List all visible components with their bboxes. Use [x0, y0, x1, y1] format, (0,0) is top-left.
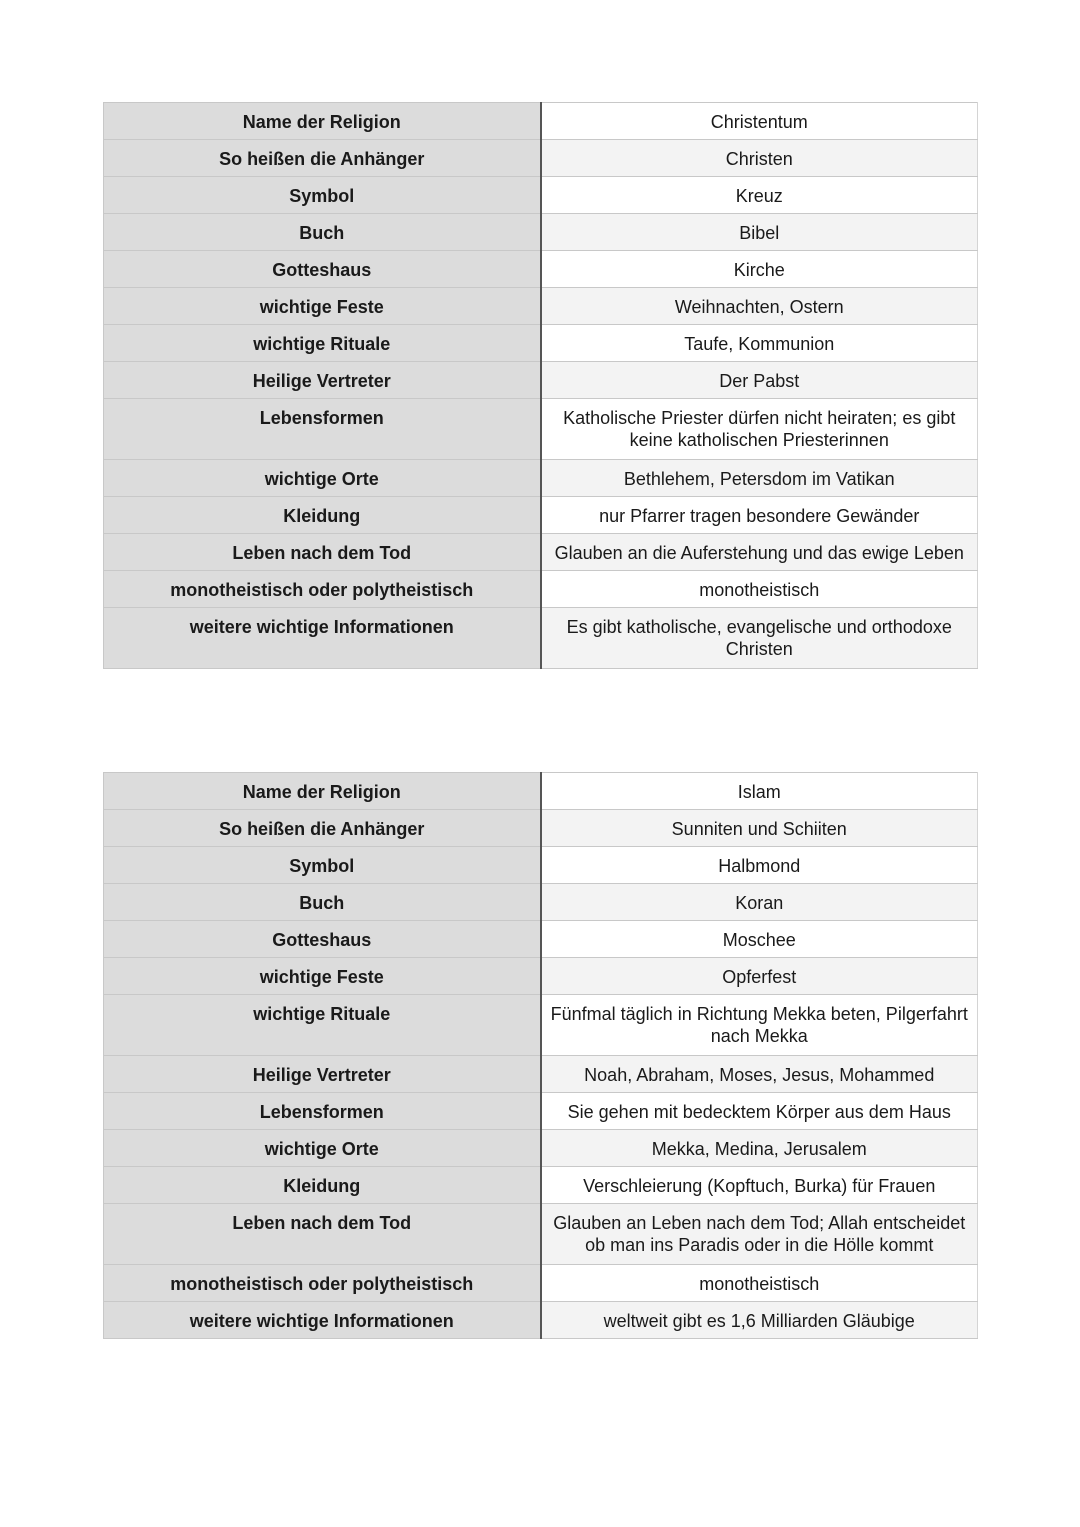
row-label: Symbol	[104, 177, 541, 214]
table-row	[104, 362, 978, 399]
table-row	[104, 810, 978, 847]
table-row	[104, 251, 978, 288]
row-label: Gotteshaus	[104, 921, 541, 958]
row-value: monotheistisch	[541, 1265, 978, 1302]
religion-table-islam	[103, 772, 978, 1339]
row-value: weltweit gibt es 1,6 Milliarden Gläubige	[541, 1302, 978, 1339]
row-value: Moschee	[541, 921, 978, 958]
row-value: Opferfest	[541, 958, 978, 995]
table-row	[104, 1130, 978, 1167]
row-label: Heilige Vertreter	[104, 1056, 541, 1093]
row-value: Noah, Abraham, Moses, Jesus, Mohammed	[541, 1056, 978, 1093]
row-label: wichtige Orte	[104, 1130, 541, 1167]
row-label: Symbol	[104, 847, 541, 884]
table-row	[104, 497, 978, 534]
row-label: Buch	[104, 884, 541, 921]
row-value: Kreuz	[541, 177, 978, 214]
row-label: Leben nach dem Tod	[104, 1204, 541, 1265]
row-value: Glauben an Leben nach dem Tod; Allah entscheidet ob man ins Paradis oder in die Hölle kommt	[541, 1204, 978, 1265]
table-row	[104, 288, 978, 325]
row-label: weitere wichtige Informationen	[104, 608, 541, 669]
table-row	[104, 847, 978, 884]
row-label: Name der Religion	[104, 773, 541, 810]
row-value: Christentum	[541, 103, 978, 140]
table-row	[104, 773, 978, 810]
table-row	[104, 1093, 978, 1130]
table-row	[104, 1265, 978, 1302]
row-value: Der Pabst	[541, 362, 978, 399]
row-value: Kirche	[541, 251, 978, 288]
table-row	[104, 534, 978, 571]
row-value: Bethlehem, Petersdom im Vatikan	[541, 460, 978, 497]
row-value: Verschleierung (Kopftuch, Burka) für Frauen	[541, 1167, 978, 1204]
row-label: wichtige Rituale	[104, 995, 541, 1056]
table-row	[104, 214, 978, 251]
row-value: Taufe, Kommunion	[541, 325, 978, 362]
table-row	[104, 399, 978, 460]
table-row	[104, 995, 978, 1056]
table-row	[104, 1302, 978, 1339]
row-value: Koran	[541, 884, 978, 921]
row-value: nur Pfarrer tragen besondere Gewänder	[541, 497, 978, 534]
row-label: Lebensformen	[104, 1093, 541, 1130]
row-label: monotheistisch oder polytheistisch	[104, 1265, 541, 1302]
row-value: Sunniten und Schiiten	[541, 810, 978, 847]
row-value: monotheistisch	[541, 571, 978, 608]
row-value: Bibel	[541, 214, 978, 251]
row-label: monotheistisch oder polytheistisch	[104, 571, 541, 608]
row-value: Katholische Priester dürfen nicht heiraten; es gibt keine katholischen Priesterinnen	[541, 399, 978, 460]
row-label: wichtige Feste	[104, 958, 541, 995]
row-label: Leben nach dem Tod	[104, 534, 541, 571]
row-value: Christen	[541, 140, 978, 177]
table-row	[104, 921, 978, 958]
row-label: Heilige Vertreter	[104, 362, 541, 399]
row-label: Buch	[104, 214, 541, 251]
row-value: Sie gehen mit bedecktem Körper aus dem Haus	[541, 1093, 978, 1130]
row-label: weitere wichtige Informationen	[104, 1302, 541, 1339]
table-row	[104, 460, 978, 497]
table-row	[104, 325, 978, 362]
religion-table-christentum	[103, 102, 978, 669]
row-label: wichtige Feste	[104, 288, 541, 325]
row-label: Kleidung	[104, 1167, 541, 1204]
table-row	[104, 1167, 978, 1204]
row-label: Gotteshaus	[104, 251, 541, 288]
row-label: So heißen die Anhänger	[104, 140, 541, 177]
table-row	[104, 608, 978, 669]
table-row	[104, 177, 978, 214]
table-row	[104, 1204, 978, 1265]
table-row	[104, 884, 978, 921]
row-value: Glauben an die Auferstehung und das ewige Leben	[541, 534, 978, 571]
table-row	[104, 140, 978, 177]
table-row	[104, 571, 978, 608]
row-label: wichtige Orte	[104, 460, 541, 497]
row-value: Weihnachten, Ostern	[541, 288, 978, 325]
row-label: wichtige Rituale	[104, 325, 541, 362]
row-label: Lebensformen	[104, 399, 541, 460]
table-row	[104, 1056, 978, 1093]
row-label: Name der Religion	[104, 103, 541, 140]
row-value: Es gibt katholische, evangelische und orthodoxe Christen	[541, 608, 978, 669]
row-label: Kleidung	[104, 497, 541, 534]
table-row	[104, 103, 978, 140]
row-value: Halbmond	[541, 847, 978, 884]
row-value: Fünfmal täglich in Richtung Mekka beten, Pilgerfahrt nach Mekka	[541, 995, 978, 1056]
row-value: Islam	[541, 773, 978, 810]
table-row	[104, 958, 978, 995]
row-label: So heißen die Anhänger	[104, 810, 541, 847]
row-value: Mekka, Medina, Jerusalem	[541, 1130, 978, 1167]
